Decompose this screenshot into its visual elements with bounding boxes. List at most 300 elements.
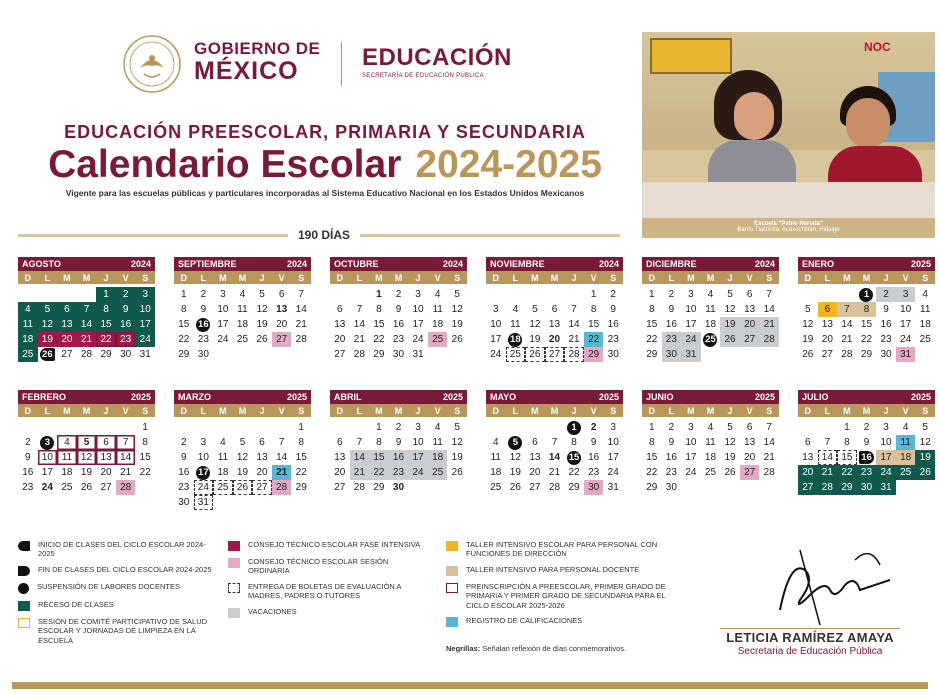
day-number: 21 [120,466,132,478]
day-cell [194,480,214,495]
day-number: 4 [239,288,246,300]
legend-swatch-icon [446,566,458,576]
day-number: 27 [334,348,346,360]
day-cell [38,332,58,347]
day-cell [876,287,896,302]
day-number: 1 [298,421,304,433]
day-number: 31 [900,348,912,360]
gobierno-line2: MÉXICO [194,57,299,85]
weekday-header [642,404,779,417]
day-cell [135,465,155,480]
day-cell [369,302,389,317]
day-cell [681,287,701,302]
day-cell [915,317,935,332]
day-number: 9 [883,303,889,315]
day-number: 28 [821,481,833,493]
day-cell [350,332,370,347]
month-agosto [18,257,155,369]
weekday-label: M [238,272,247,283]
day-cell [116,450,136,465]
day-number: 10 [900,303,912,315]
day-number: 12 [256,303,268,315]
day-cell [252,332,272,347]
day-cell [135,347,155,362]
day-number: 12 [802,318,814,330]
day-number: 9 [590,436,597,448]
day-grid [174,287,311,362]
day-number: 14 [276,451,288,463]
day-cell [564,450,584,465]
weekday-label: J [259,405,265,416]
day-cell [57,332,77,347]
day-cell [350,480,370,495]
weekday-label: D [648,272,656,283]
month-year: 2024 [286,259,307,269]
day-number: 30 [392,481,405,493]
weekday-label: S [922,272,929,283]
day-grid [330,287,467,362]
weekday-label: M [843,405,851,416]
day-empty [38,420,58,435]
day-number: 16 [607,318,619,330]
day-number: 22 [100,333,112,345]
day-cell [564,332,584,347]
weekday-label: D [492,405,500,416]
day-number: 12 [509,451,521,463]
day-cell [798,317,818,332]
day-number: 25 [490,481,502,493]
weekday-label: M [550,272,559,283]
day-number: 27 [100,481,112,493]
weekday-label: L [356,405,363,416]
day-cell [545,347,565,362]
logo-separator [341,42,342,86]
day-cell [837,302,857,317]
legend-swatch-icon [228,583,240,593]
day-number: 15 [178,318,190,330]
day-cell [194,465,214,480]
day-number: 9 [668,436,675,448]
day-cell [213,317,233,332]
day-grid [642,287,779,362]
day-cell [174,450,194,465]
day-number: 9 [610,303,616,315]
day-number: 27 [802,481,814,493]
day-cell [389,465,409,480]
day-empty [18,287,38,302]
month-header [642,390,779,404]
day-number: 21 [841,333,853,345]
day-number: 16 [392,451,405,463]
weekday-label: L [668,405,675,416]
day-number: 6 [337,303,343,315]
weekday-label: V [902,272,909,283]
day-cell [369,332,389,347]
day-number: 18 [22,333,34,345]
month-name: DICIEMBRE [646,259,697,269]
day-number: 17 [685,451,697,463]
month-name: JULIO [802,392,829,402]
day-number: 6 [337,436,343,448]
day-cell [525,480,545,495]
day-number: 2 [200,288,207,300]
day-cell [77,332,97,347]
day-cell [584,317,604,332]
day-cell [369,347,389,362]
day-number: 10 [139,303,151,315]
day-cell [818,480,838,495]
day-cell [213,332,233,347]
day-number: 30 [665,481,677,493]
day-cell [740,302,760,317]
day-number: 15 [139,451,151,463]
day-number: 31 [685,348,697,360]
day-cell [174,332,194,347]
day-empty [38,287,58,302]
legend-item [228,557,428,576]
weekday-header [486,271,623,284]
month-year: 2025 [910,259,931,269]
day-cell [584,420,604,435]
day-number: 23 [22,481,34,493]
month-header [330,257,467,271]
month-diciembre [642,257,779,369]
day-number: 13 [548,318,561,330]
day-cell [837,317,857,332]
day-cell [428,435,448,450]
day-number: 3 [40,436,54,450]
day-cell [96,302,116,317]
day-cell [603,480,623,495]
day-cell [18,435,38,450]
day-number: 11 [432,303,443,315]
day-number: 22 [295,466,307,478]
month-junio [642,390,779,502]
day-cell [837,465,857,480]
day-cell [798,435,818,450]
day-number: 18 [217,466,229,478]
day-number: 9 [395,303,402,315]
day-number: 30 [120,348,132,360]
day-empty [116,420,136,435]
day-number: 5 [454,288,460,300]
legend-swatch-icon [18,583,29,594]
day-cell [369,480,389,495]
government-logos [122,34,542,94]
weekday-label: V [434,405,441,416]
day-number: 13 [744,436,756,448]
month-name: SEPTIEMBRE [178,259,237,269]
day-number: 12 [451,436,463,448]
month-header [798,390,935,404]
day-cell [759,302,779,317]
day-cell [369,317,389,332]
day-number: 16 [120,318,132,330]
day-cell [798,332,818,347]
day-number: 23 [860,466,873,478]
day-cell [876,480,896,495]
day-cell [408,450,428,465]
day-cell [213,302,233,317]
signatory-role: Secretaria de Educación Pública [737,646,883,657]
day-cell [369,287,389,302]
day-cell [233,450,253,465]
day-number: 23 [392,466,405,478]
day-cell [701,332,721,347]
day-cell [720,465,740,480]
day-cell [701,435,721,450]
title-text: Calendario Escolar [48,143,402,186]
weekday-label: M [706,405,715,416]
day-cell [57,480,77,495]
day-cell [57,317,77,332]
photo-boy-face [846,98,890,148]
day-cell [330,347,350,362]
day-cell [662,347,682,362]
day-cell [876,465,896,480]
day-number: 20 [821,333,833,345]
day-cell [896,347,916,362]
day-cell [408,435,428,450]
day-number: 9 [863,436,870,448]
day-number: 15 [860,318,873,330]
day-number: 14 [548,451,561,463]
day-number: 18 [704,451,717,463]
day-number: 9 [668,303,675,315]
day-empty [798,420,818,435]
day-number: 2 [181,436,187,448]
day-cell [740,287,760,302]
weekday-label: S [142,272,149,283]
day-cell [350,465,370,480]
day-number: 20 [256,466,268,478]
day-cell [603,435,623,450]
day-number: 9 [25,451,31,463]
day-number: 3 [883,421,889,433]
weekday-label: V [746,405,753,416]
weekday-label: V [278,272,285,283]
weekday-label: V [902,405,909,416]
weekday-label: S [454,405,461,416]
signature-icon [760,540,900,630]
day-number: 28 [353,481,365,493]
day-number: 19 [451,318,463,330]
day-cell [233,302,253,317]
month-abril [330,390,467,502]
weekday-header [18,271,155,284]
signature-line [720,628,900,629]
day-number: 4 [434,421,441,433]
day-cell [18,332,38,347]
day-number: 4 [707,288,714,300]
day-cell [447,465,467,480]
day-number: 2 [883,288,889,300]
day-cell [584,435,604,450]
day-cell [525,465,545,480]
day-cell [57,347,77,362]
day-number: 25 [704,466,717,478]
day-cell [584,450,604,465]
day-empty [818,420,838,435]
day-empty [194,420,214,435]
day-cell [720,435,740,450]
weekday-label: D [336,272,344,283]
day-cell [701,302,721,317]
day-cell [681,435,701,450]
day-number: 13 [61,318,73,330]
day-number: 31 [139,348,151,360]
day-cell [174,287,194,302]
weekday-label: V [434,272,441,283]
month-header [174,257,311,271]
weekday-label: J [415,405,421,416]
day-number: 26 [236,481,249,493]
day-number: 27 [61,348,73,360]
day-cell [116,465,136,480]
day-cell [38,435,58,450]
day-number: 29 [295,481,307,493]
legend-swatch-icon [18,618,30,628]
day-cell [720,332,740,347]
day-cell [662,302,682,317]
day-cell [96,465,116,480]
day-number: 10 [490,318,502,330]
day-number: 8 [376,303,382,315]
day-number: 31 [880,481,892,493]
day-number: 17 [198,466,209,478]
day-number: 20 [334,466,346,478]
day-cell [759,287,779,302]
day-cell [233,465,253,480]
day-number: 27 [744,466,756,478]
day-grid [642,420,779,495]
day-number: 7 [356,303,363,315]
day-cell [194,347,214,362]
day-number: 3 [902,288,909,300]
month-name: ABRIL [334,392,362,402]
days-count-bar [18,229,620,241]
weekday-label: D [180,272,188,283]
day-cell [545,450,565,465]
day-cell [233,480,253,495]
day-cell [740,450,760,465]
day-number: 30 [607,348,619,360]
day-cell [506,332,526,347]
day-number: 7 [551,436,558,448]
day-cell [876,317,896,332]
day-number: 14 [80,318,93,330]
day-number: 25 [432,333,444,345]
day-number: 22 [373,333,385,345]
day-number: 22 [860,333,873,345]
day-cell [135,450,155,465]
day-number: 28 [120,481,132,493]
day-cell [876,347,896,362]
day-cell [77,302,97,317]
day-empty [330,420,350,435]
day-cell [603,302,623,317]
day-empty [174,420,194,435]
levels-subtitle: EDUCACIÓN PREESCOLAR, PRIMARIA Y SECUNDARIA [64,122,586,142]
day-number: 29 [178,348,190,360]
day-cell [876,420,896,435]
day-cell [389,347,409,362]
day-number: 23 [880,333,892,345]
legend-swatch-icon [228,608,240,618]
day-number: 21 [353,466,365,478]
legend-column-3 [446,540,686,633]
day-cell [818,347,838,362]
day-cell [564,465,584,480]
day-cell [603,287,623,302]
weekday-label: D [24,405,32,416]
day-number: 28 [276,481,288,493]
day-number: 4 [922,288,928,300]
day-number: 30 [665,348,677,360]
day-cell [233,435,253,450]
day-number: 21 [295,318,307,330]
day-empty [213,420,233,435]
day-cell [818,450,838,465]
legend-item [228,582,428,601]
legend-text: TALLER INTENSIVO PARA PERSONAL DOCENTE [466,564,640,574]
day-cell [486,435,506,450]
day-cell [135,302,155,317]
legend-item [18,582,218,594]
day-number: 27 [256,481,268,493]
photo-table [642,182,935,222]
day-number: 17 [412,451,424,463]
day-cell [837,480,857,495]
day-empty [350,287,370,302]
day-number: 17 [41,466,53,478]
weekday-label: M [82,272,91,283]
day-number: 13 [100,451,112,463]
day-cell [447,287,467,302]
day-cell [428,420,448,435]
weekday-label: L [44,405,51,416]
legend-column-1 [18,540,218,651]
day-cell [642,287,662,302]
day-cell [759,450,779,465]
weekday-label: M [531,405,539,416]
weekday-label: V [746,272,753,283]
day-number: 30 [197,348,209,360]
month-year: 2025 [910,392,931,402]
day-number: 14 [120,451,132,463]
day-number: 18 [919,318,931,330]
day-cell [525,332,545,347]
day-number: 28 [80,348,93,360]
weekday-label: M [63,405,71,416]
legend-text: VACACIONES [248,606,297,616]
day-cell [662,465,682,480]
day-empty [233,420,253,435]
day-number: 21 [763,318,775,330]
month-year: 2025 [754,392,775,402]
month-name: AGOSTO [22,259,61,269]
day-number: 1 [142,421,148,433]
day-cell [818,317,838,332]
month-name: FEBRERO [22,392,67,402]
weekday-header [642,271,779,284]
day-cell [428,450,448,465]
day-grid [798,420,935,495]
day-number: 23 [665,333,677,345]
day-cell [681,347,701,362]
day-cell [77,347,97,362]
day-cell [857,450,877,465]
